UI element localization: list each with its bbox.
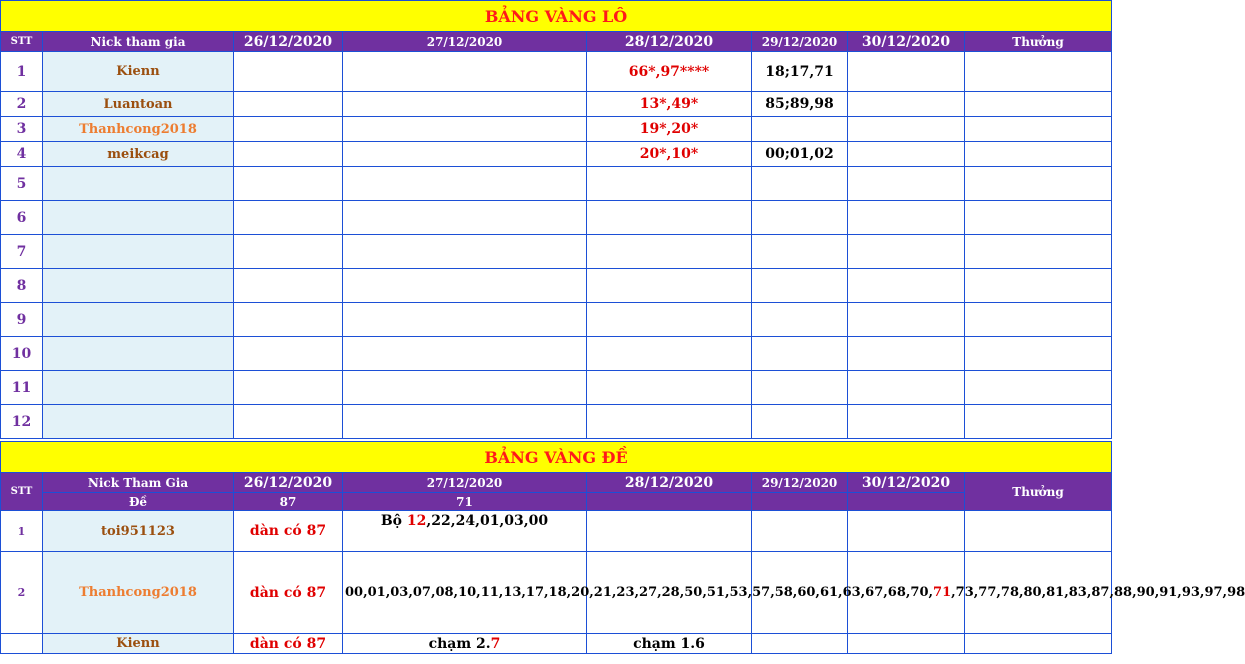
lo-cell-d28 <box>587 235 752 269</box>
lo-stt: 7 <box>1 235 43 269</box>
de-header-d27: 27/12/2020 <box>343 473 587 493</box>
de-nick: Kienn <box>43 634 234 654</box>
de-sub-label: Đề <box>43 493 234 511</box>
lo-cell-d26 <box>234 117 343 142</box>
lo-cell-thuong <box>965 167 1112 201</box>
lo-stt: 12 <box>1 405 43 439</box>
lo-nick: Thanhcong2018 <box>43 117 234 142</box>
lo-cell-thuong <box>965 405 1112 439</box>
lo-cell-d27 <box>343 201 587 235</box>
de-row <box>1 634 1112 654</box>
lo-cell-d29 <box>752 201 848 235</box>
lo-cell-d26 <box>234 52 343 92</box>
lo-nick: Kienn <box>43 52 234 92</box>
lo-cell-d26 <box>234 405 343 439</box>
lo-cell-d29 <box>752 405 848 439</box>
lo-cell-d28 <box>587 337 752 371</box>
lo-cell-d27 <box>343 117 587 142</box>
de-cell-d30 <box>848 634 965 654</box>
lo-nick: meikcag <box>43 142 234 167</box>
lo-cell-d26 <box>234 142 343 167</box>
lo-cell-d27 <box>343 52 587 92</box>
lo-cell-d30 <box>848 303 965 337</box>
lo-row <box>1 337 1112 371</box>
de-header-d28: 28/12/2020 <box>587 473 752 493</box>
lo-cell-d30 <box>848 52 965 92</box>
de-cell-d26: dàn có 87 <box>234 552 343 634</box>
lo-stt: 4 <box>1 142 43 167</box>
lo-cell-d30 <box>848 371 965 405</box>
lo-cell-d29 <box>752 371 848 405</box>
lo-cell-d29 <box>752 269 848 303</box>
lo-nick <box>43 269 234 303</box>
de-header-d26: 26/12/2020 <box>234 473 343 493</box>
de-d27-suffix: ,73,77,78,80,81,83,87,88,90,91,93,97,98 <box>951 584 1245 600</box>
de-sub-d26: 87 <box>234 493 343 511</box>
lo-cell-d26 <box>234 371 343 405</box>
lo-title: BẢNG VÀNG LÔ <box>1 1 1112 32</box>
de-stt <box>1 634 43 654</box>
lo-nick <box>43 167 234 201</box>
lo-cell-d29 <box>752 337 848 371</box>
de-sub-d29 <box>752 493 848 511</box>
de-stt: 2 <box>1 552 43 634</box>
lo-cell-d27 <box>343 167 587 201</box>
lo-cell-d27 <box>343 303 587 337</box>
lo-stt: 6 <box>1 201 43 235</box>
lo-header-nick: Nick tham gia <box>43 32 234 52</box>
lo-cell-thuong <box>965 269 1112 303</box>
de-stt: 1 <box>1 511 43 552</box>
lo-cell-d29: 85;89,98 <box>752 92 848 117</box>
lo-cell-thuong <box>965 142 1112 167</box>
lo-cell-thuong <box>965 201 1112 235</box>
lo-cell-thuong <box>965 52 1112 92</box>
lo-header-d27: 27/12/2020 <box>343 32 587 52</box>
de-header-thuong: Thưởng <box>965 473 1112 511</box>
lo-cell-d27 <box>343 92 587 117</box>
lo-cell-d27 <box>343 337 587 371</box>
lo-cell-d28: 13*,49* <box>587 92 752 117</box>
lo-cell-d26 <box>234 337 343 371</box>
lo-cell-d26 <box>234 303 343 337</box>
lo-cell-thuong <box>965 92 1112 117</box>
lo-row <box>1 167 1112 201</box>
lo-nick <box>43 405 234 439</box>
de-cell-thuong <box>965 511 1112 552</box>
de-d27-suffix: ,22,24,01,03,00 <box>426 513 549 529</box>
lo-cell-d26 <box>234 201 343 235</box>
lo-cell-d27 <box>343 235 587 269</box>
lo-cell-d27 <box>343 371 587 405</box>
de-nick: toi951123 <box>43 511 234 552</box>
de-d27-highlight: 71 <box>933 584 952 600</box>
lo-cell-d28: 66*,97**** <box>587 52 752 92</box>
de-cell-d27 <box>343 634 587 654</box>
de-cell-d26: dàn có 87 <box>234 634 343 654</box>
lo-stt: 9 <box>1 303 43 337</box>
lo-row <box>1 371 1112 405</box>
de-d27-highlight: 12 <box>406 513 427 529</box>
lo-header-d29: 29/12/2020 <box>752 32 848 52</box>
lo-cell-d30 <box>848 92 965 117</box>
lo-cell-d29 <box>752 235 848 269</box>
lo-cell-d28: 19*,20* <box>587 117 752 142</box>
de-cell-thuong <box>965 634 1112 654</box>
lo-cell-d29: 00;01,02 <box>752 142 848 167</box>
lo-stt: 10 <box>1 337 43 371</box>
lo-cell-d27 <box>343 142 587 167</box>
lo-cell-d26 <box>234 269 343 303</box>
lo-cell-d29 <box>752 117 848 142</box>
lo-row <box>1 142 1112 167</box>
de-cell-d27 <box>343 552 1245 634</box>
lo-row <box>1 269 1112 303</box>
lo-nick <box>43 235 234 269</box>
lo-row <box>1 52 1112 92</box>
de-d27-prefix: 00,01,03,07,08,10,11,13,17,18,20,21,23,27,28,50,51,53,57,58,60,61,63,67,68,70, <box>345 584 934 600</box>
lo-cell-thuong <box>965 337 1112 371</box>
lo-stt: 11 <box>1 371 43 405</box>
lo-cell-d29 <box>752 303 848 337</box>
de-header-d29: 29/12/2020 <box>752 473 848 493</box>
lo-header-d30: 30/12/2020 <box>848 32 965 52</box>
lo-row <box>1 405 1112 439</box>
lo-nick <box>43 201 234 235</box>
lo-row <box>1 303 1112 337</box>
de-sub-d27: 71 <box>343 493 587 511</box>
lo-cell-d26 <box>234 92 343 117</box>
de-header-nick: Nick Tham Gia <box>43 473 234 493</box>
lo-cell-thuong <box>965 303 1112 337</box>
de-row <box>1 511 1112 552</box>
de-d27-highlight: 7 <box>490 635 501 652</box>
de-table <box>0 441 1245 654</box>
lo-header-thuong: Thưởng <box>965 32 1112 52</box>
lo-cell-thuong <box>965 235 1112 269</box>
lo-nick <box>43 371 234 405</box>
de-row <box>1 552 1112 634</box>
lo-cell-d28 <box>587 303 752 337</box>
de-cell-d27 <box>343 511 587 552</box>
de-sub-d28 <box>587 493 752 511</box>
lo-cell-d28 <box>587 405 752 439</box>
lo-stt: 8 <box>1 269 43 303</box>
lo-stt: 3 <box>1 117 43 142</box>
lo-row <box>1 235 1112 269</box>
de-nick: Thanhcong2018 <box>43 552 234 634</box>
de-cell-d29 <box>752 634 848 654</box>
de-cell-d29 <box>752 511 848 552</box>
lo-cell-thuong <box>965 371 1112 405</box>
de-d27-prefix: Bộ <box>380 513 407 529</box>
de-cell-d26: dàn có 87 <box>234 511 343 552</box>
lo-cell-thuong <box>965 117 1112 142</box>
lo-nick <box>43 337 234 371</box>
lo-cell-d28: 20*,10* <box>587 142 752 167</box>
lo-cell-d30 <box>848 405 965 439</box>
lo-cell-d29: 18;17,71 <box>752 52 848 92</box>
de-cell-d28 <box>587 511 752 552</box>
lo-cell-d30 <box>848 269 965 303</box>
lo-cell-d30 <box>848 167 965 201</box>
lo-cell-d27 <box>343 405 587 439</box>
lo-cell-d28 <box>587 167 752 201</box>
lo-stt: 1 <box>1 52 43 92</box>
de-header-d30: 30/12/2020 <box>848 473 965 493</box>
lo-row <box>1 201 1112 235</box>
de-cell-d28: chạm 1.6 <box>587 634 752 654</box>
de-sub-d30 <box>848 493 965 511</box>
lo-cell-d26 <box>234 235 343 269</box>
lo-stt: 5 <box>1 167 43 201</box>
de-cell-d30 <box>848 511 965 552</box>
de-title: BẢNG VÀNG ĐỀ <box>1 442 1112 473</box>
lo-header-d26: 26/12/2020 <box>234 32 343 52</box>
lo-cell-d26 <box>234 167 343 201</box>
lo-nick <box>43 303 234 337</box>
lo-cell-d28 <box>587 371 752 405</box>
lo-row <box>1 92 1112 117</box>
lo-header-d28: 28/12/2020 <box>587 32 752 52</box>
lo-cell-d29 <box>752 167 848 201</box>
lo-cell-d28 <box>587 269 752 303</box>
lo-cell-d30 <box>848 142 965 167</box>
lo-cell-d30 <box>848 117 965 142</box>
lo-cell-d30 <box>848 201 965 235</box>
lo-cell-d30 <box>848 337 965 371</box>
lo-header-stt: STT <box>1 32 43 52</box>
de-d27-prefix: chạm 2. <box>428 635 491 652</box>
lo-nick: Luantoan <box>43 92 234 117</box>
lo-stt: 2 <box>1 92 43 117</box>
lo-cell-d28 <box>587 201 752 235</box>
lo-cell-d27 <box>343 269 587 303</box>
de-header-stt: STT <box>1 473 43 511</box>
lo-cell-d30 <box>848 235 965 269</box>
lo-row <box>1 117 1112 142</box>
